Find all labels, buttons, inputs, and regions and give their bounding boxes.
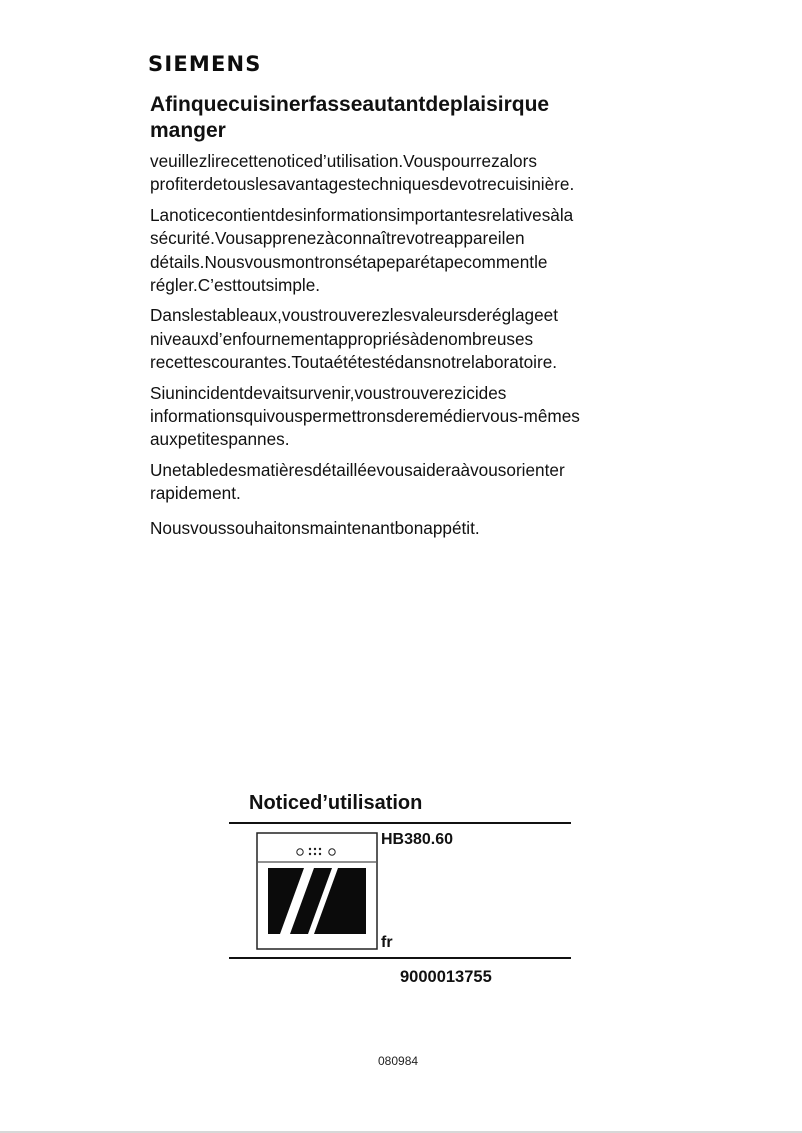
intro-paragraph: Lanoticecontientdesinformationsimportantesrelativesàla sécurité.Vousapprenezàconnaîtrevotreappareilen détails.Nousvousmontronsétapeparétapecommentle régler.C’esttoutsimple. [150, 204, 574, 296]
intro-paragraph: Danslestableaux,voustrouverezlesvaleursderéglageet niveauxd’enfournementappropriésàdenombreuses recettescourantes.Toutaététestédansnotrelaboratoire. [150, 305, 558, 373]
intro-paragraph: Unetabledesmatièresdétailléevousaideraàvousorienter rapidement. [150, 459, 565, 504]
language-code: fr [381, 934, 393, 951]
intro-body [150, 150, 620, 513]
intro-paragraph: veuillezlirecettenoticed’utilisation.Vouspourrezalors profiterdetouslesavantagestechniquesdevotrecuisinière. [150, 151, 575, 195]
brand-logo: SIEMENS [148, 52, 262, 76]
print-code: 080984 [378, 1054, 419, 1068]
intro-heading: Afinquecuisinerfasseautantdeplaisirque manger [150, 93, 550, 142]
closing-line: Nousvoussouhaitonsmaintenantbonappétit. [150, 518, 480, 538]
document-number: 9000013755 [400, 968, 492, 986]
oven-illustration-icon [256, 832, 378, 950]
manual-title: Noticed’utilisation [249, 792, 423, 814]
divider-bottom [229, 957, 571, 959]
model-number: HB380.60 [381, 831, 454, 848]
divider-top [229, 822, 571, 824]
intro-paragraph: Siunincidentdevaitsurvenir,voustrouverezicides informationsquivouspermettronsderemédiervous-mêmes auxpetitespannes. [150, 382, 580, 450]
